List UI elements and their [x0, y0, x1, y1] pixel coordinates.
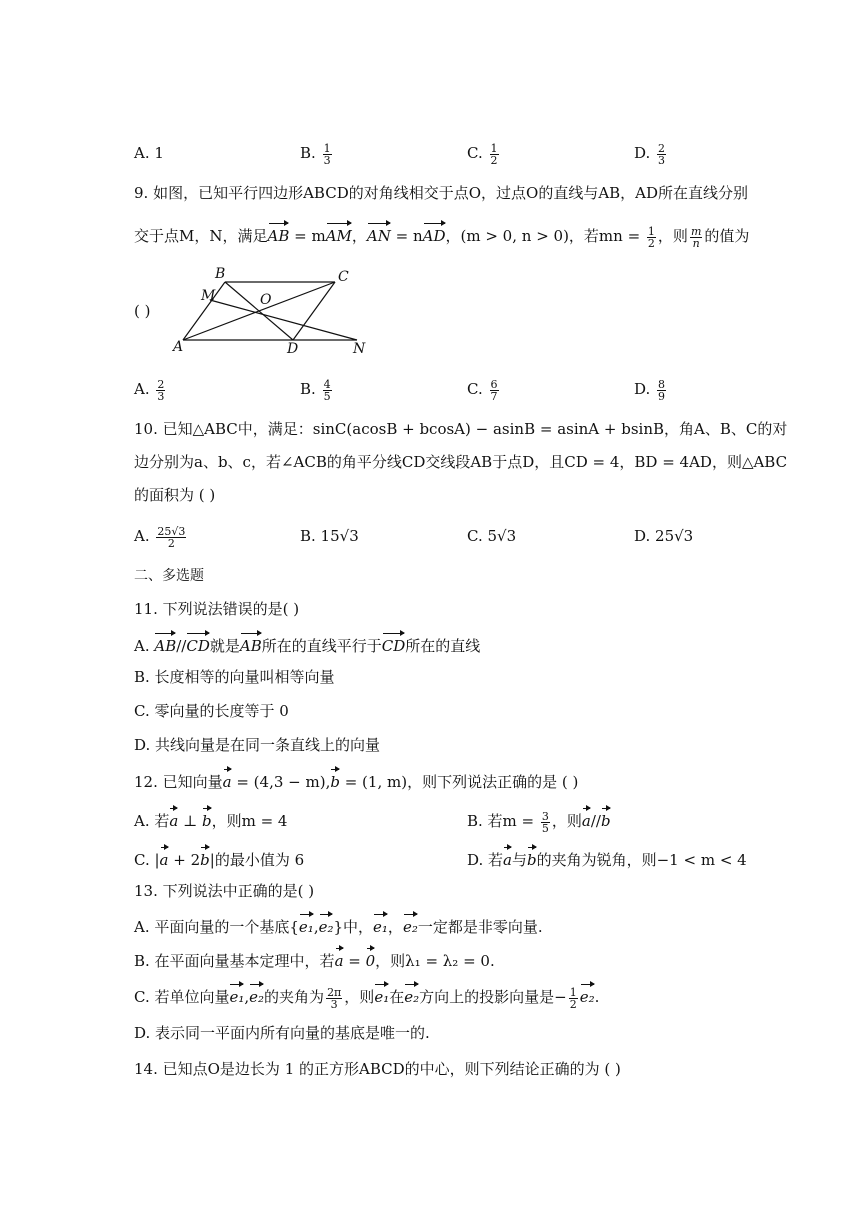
q10-option-a: A. $\frac{25√3}{2}$: [134, 524, 186, 550]
q9-option-b: B. $\frac{4}{5}$: [300, 377, 331, 403]
q9-stem-line2: 交于点M，N，满足AB = mAM，AN = nAD，(m > 0, n > 0)，若mn = $\frac{1}{2}$ ，则 $\frac{m}{n}$ 的值为: [134, 222, 749, 249]
q11-option-d: D. 共线向量是在同一条直线上的向量: [134, 736, 381, 754]
q12-stem: 12. 已知向量a = (4,3 − m),b = (1, m)，则下列说法正确的是 ( ): [134, 768, 578, 793]
q8-option-d: D. $\frac{2}{3}$: [634, 141, 666, 167]
q8-option-b: B. $\frac{1}{3}$: [300, 141, 331, 167]
label-D: D: [287, 341, 299, 357]
q12-option-c: C. |a + 2b|的最小值为 6: [134, 846, 304, 871]
line-MN: [210, 300, 357, 340]
label-O: O: [260, 292, 272, 308]
q12-option-a: A. 若a ⊥ b，则m = 4: [134, 807, 287, 832]
q9-option-c: C. $\frac{6}{7}$: [467, 377, 498, 403]
q9-option-d: D. $\frac{8}{9}$: [634, 377, 666, 403]
q13-stem: 13. 下列说法中正确的是( ): [134, 882, 315, 900]
q9-option-a: A. $\frac{2}{3}$: [134, 377, 165, 403]
q10-option-d: D. 25√3: [634, 527, 694, 545]
q10-stem-line1: 10. 已知△ABC中，满足：sinC(acosB + bcosA) − asinB = asinA + bsinB，角A、B、C的对: [134, 420, 788, 438]
q10-stem-line3: 的面积为 ( ): [134, 486, 216, 504]
q11-option-c: C. 零向量的长度等于 0: [134, 702, 289, 720]
label-A: A: [173, 339, 184, 355]
section-title-multiple-choice: 二、多选题: [134, 568, 204, 584]
label-B: B: [215, 266, 226, 282]
label-M: M: [201, 288, 216, 304]
q10-stem-line2: 边分别为a、b、c，若∠ACB的角平分线CD交线段AB于点D，且CD = 4，BD = 4AD，则△ABC: [134, 453, 788, 471]
q9-answer-paren: ( ): [134, 302, 151, 320]
q10-option-b: B. 15√3: [300, 527, 359, 545]
q13-option-b: B. 在平面向量基本定理中，若a = 0，则λ₁ = λ₂ = 0.: [134, 947, 495, 972]
q11-stem: 11. 下列说法错误的是( ): [134, 600, 300, 618]
q9-parallelogram-figure: [165, 262, 380, 357]
q10-option-c: C. 5√3: [467, 527, 517, 545]
diagonal-BD: [225, 282, 293, 340]
q11-option-b: B. 长度相等的向量叫相等向量: [134, 668, 335, 686]
q8-option-a: A. 1: [134, 144, 164, 162]
q11-option-a: A. AB//CD就是AB所在的直线平行于CD所在的直线: [134, 632, 480, 657]
q12-option-b: B. 若m = $\frac{3}{5}$ ，则a//b: [467, 807, 611, 834]
q9-stem-line1: 9. 如图，已知平行四边形ABCD的对角线相交于点O，过点O的直线与AB，AD所在直线分别: [134, 184, 749, 202]
label-C: C: [338, 269, 349, 285]
label-N: N: [353, 341, 366, 357]
q8-option-c: C. $\frac{1}{2}$: [467, 141, 498, 167]
q13-option-a: A. 平面向量的一个基底{e₁,e₂}中，e₁，e₂一定都是非零向量.: [134, 913, 543, 938]
q14-stem: 14. 已知点O是边长为 1 的正方形ABCD的中心，则下列结论正确的为 ( ): [134, 1060, 621, 1078]
q13-option-c: C. 若单位向量e₁,e₂的夹角为 $\frac{2\pi}{3}$ ，则e₁在e₂方向上的投影向量是− $\frac{1}{2}$ e₂.: [134, 983, 599, 1010]
q12-option-d: D. 若a与b的夹角为锐角，则−1 < m < 4: [467, 846, 747, 871]
q13-option-d: D. 表示同一平面内所有向量的基底是唯一的.: [134, 1024, 430, 1042]
side-CD: [293, 282, 335, 340]
